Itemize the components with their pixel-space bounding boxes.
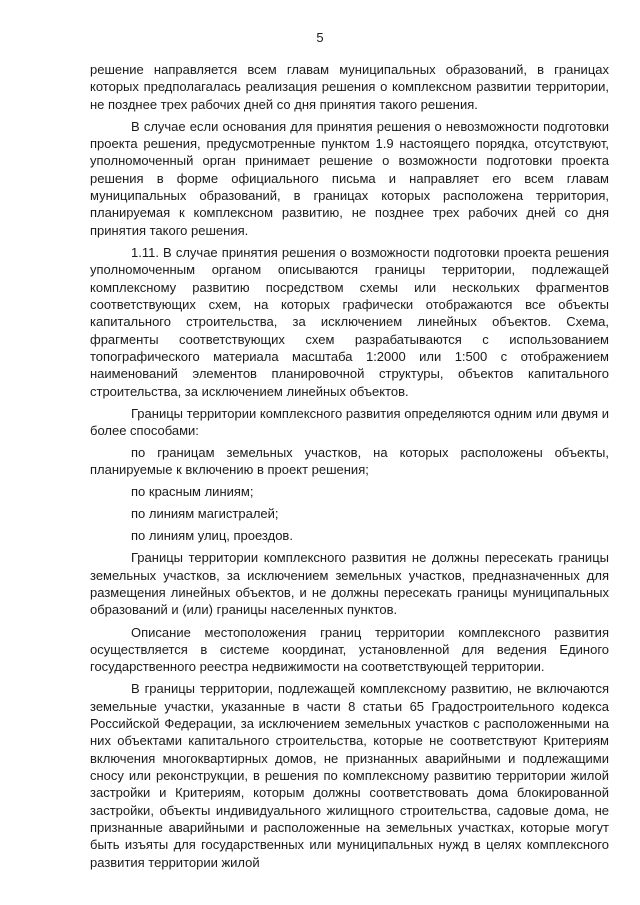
paragraph: Описание местоположения границ территории комплексного развития осуществляется в системе координат, установленной для ведения Единого государственного реестра недвижимости на соответствующей территории.	[90, 624, 609, 675]
paragraph: Границы территории комплексного развития не должны пересекать границы земельных участков, за исключением земельных участков, предназначенных для размещения линейных объектов, и не должны пересекать границы муниципальных образований и (или) границы населенных пунктов.	[90, 550, 609, 618]
paragraph: решение направляется всем главам муниципальных образований, в границах которых предполагалась реализация решения о комплексном развитии территории, не позднее трех рабочих дней со дня принятия такого решения.	[90, 62, 609, 112]
list-paragraph: по линиям магистралей;	[131, 506, 279, 522]
document-body	[90, 61, 609, 876]
list-paragraph: по красным линиям;	[131, 484, 254, 500]
list-paragraph: по линиям улиц, проездов.	[131, 528, 293, 544]
paragraph: 1.11. В случае принятия решения о возможности подготовки проекта решения уполномоченным органом описываются границы территории, подлежащей комплексному развитию посредством схемы или нескольких фрагментов соответствующих схем, на которых графически отображаются все объекты капитального строительства, за исключением линейных объектов. Схема, фрагменты соответствующих схем разрабатываются с использованием топографического материала масштаба 1:2000 или 1:500 с отображением наименований элементов планировочной структуры, объектов капитального строительства, за исключением линейных объектов.	[90, 244, 609, 399]
paragraph: Границы территории комплексного развития определяются одним или двумя и более способами:	[90, 405, 609, 438]
page-number: 5	[316, 30, 324, 45]
paragraph: В границы территории, подлежащей комплексному развитию, не включаются земельные участки, указанные в части 8 статьи 65 Градостроительного кодекса Российской Федерации, за исключением земельных участков с расположенными на них объектами капитального строительства, которые не соответствуют Критериям включения многоквартирных домов, не признанных аварийными и подлежащими сносу или реконструкции, в решения по комплексному развитию территории жилой застройки и Критериям, которым должны соответствовать дома блокированной застройки, объекты индивидуального жилищного строительства, садовые дома, не признанные аварийными и расположенные на земельных участках, которые могут быть изъяты для государственных или муниципальных нужд в целях комплексного развития территории жилой	[90, 681, 609, 870]
list-paragraph: по границам земельных участков, на которых расположены объекты, планируемые к включению в проект решения;	[90, 444, 609, 478]
paragraph: В случае если основания для принятия решения о невозможности подготовки проекта решения, предусмотренные пунктом 1.9 настоящего порядка, отсутствуют, уполномоченный орган принимает решение о возможности подготовки проекта решения в форме официального письма и направляет его всем главам муниципальных образований, в границах которых расположена территория, планируемая к комплексном развитию, не позднее трех рабочих дней со дня принятия такого решения.	[90, 118, 609, 238]
